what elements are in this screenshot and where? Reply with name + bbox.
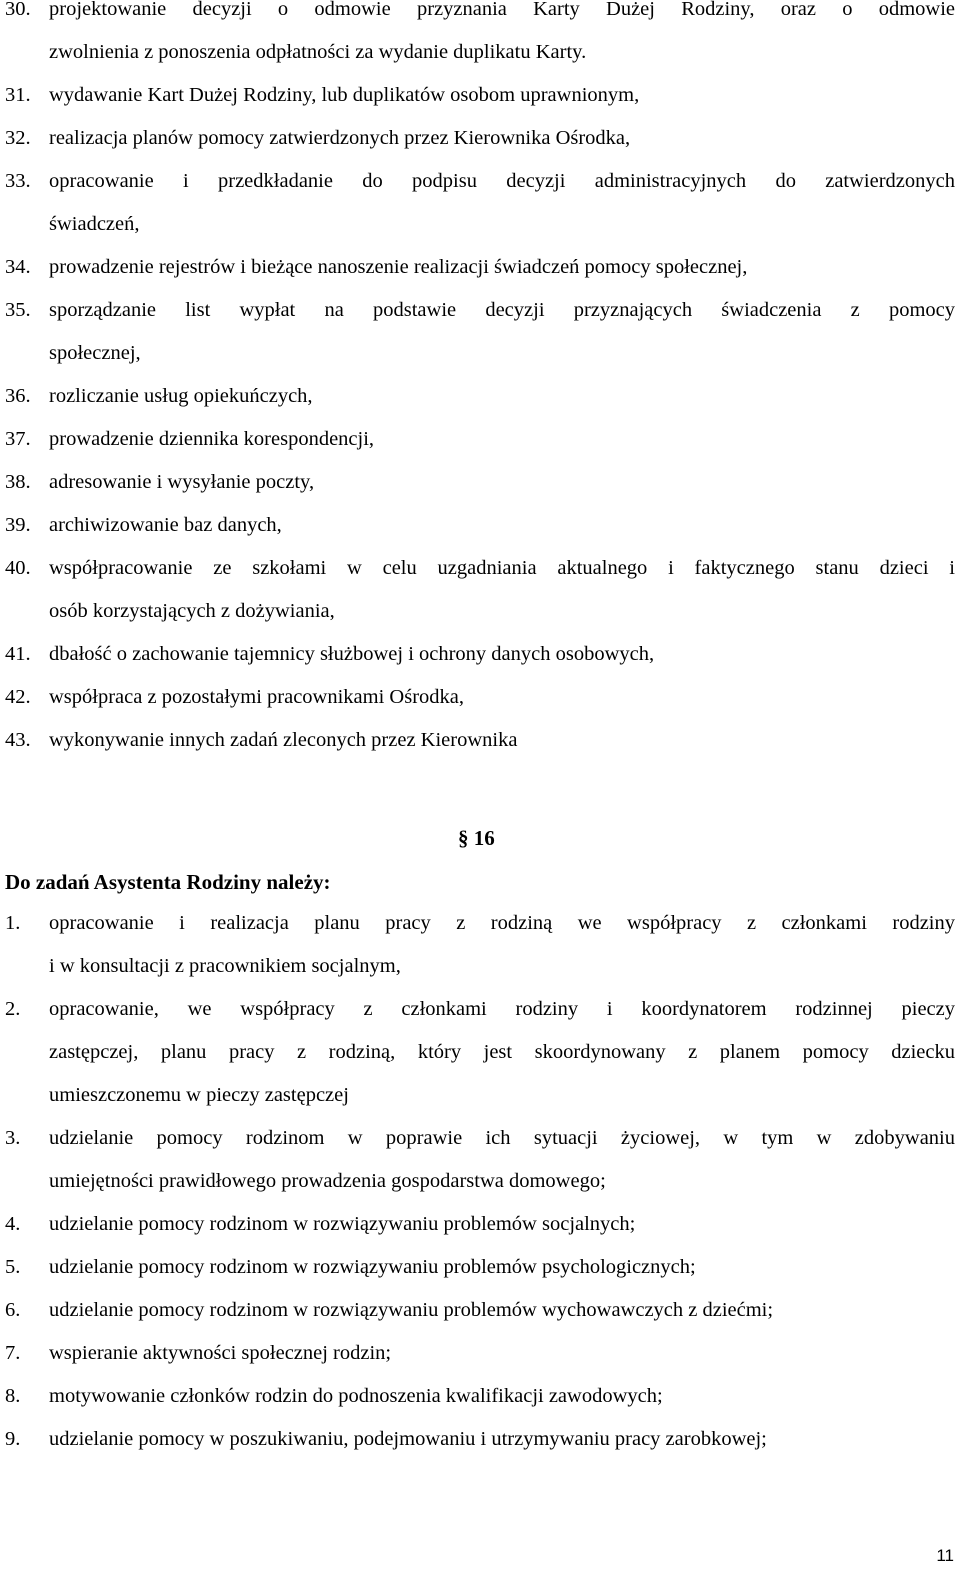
item-number: 33. xyxy=(5,170,31,192)
item-text: projektowanie decyzji o odmowie przyznania Karty Dużej Rodziny, oraz o odmowie zwolnienia z ponoszenia odpłatności za wydanie duplikatu Karty. xyxy=(49,0,955,63)
list-item xyxy=(5,902,955,988)
task-list-top xyxy=(0,0,960,762)
item-number: 43. xyxy=(5,729,31,751)
item-number: 42. xyxy=(5,686,31,708)
item-text: adresowanie i wysyłanie poczty, xyxy=(49,471,315,493)
list-item xyxy=(5,1332,955,1375)
list-item xyxy=(5,117,955,160)
list-item xyxy=(5,988,955,1117)
item-text: wspieranie aktywności społecznej rodzin; xyxy=(49,1342,392,1364)
item-text: prowadzenie rejestrów i bieżące nanoszenie realizacji świadczeń pomocy społecznej, xyxy=(49,256,748,278)
list-item xyxy=(5,1203,955,1246)
page-number: 11 xyxy=(936,1546,954,1565)
item-text: opracowanie i przedkładanie do podpisu decyzji administracyjnych do zatwierdzonych świadczeń, xyxy=(49,170,955,235)
list-item xyxy=(5,246,955,289)
item-number: 30. xyxy=(5,0,31,20)
item-text: opracowanie, we współpracy z członkami rodziny i koordynatorem rodzinnej pieczy zastępczej, planu pracy z rodziną, który jest skoordynowany z planem pomocy dziecku umieszczonemu w pieczy zastępczej xyxy=(49,998,955,1106)
list-item xyxy=(5,461,955,504)
section-number: § 16 xyxy=(458,826,495,850)
item-number: 4. xyxy=(5,1213,21,1235)
item-text: wykonywanie innych zadań zleconych przez Kierownika xyxy=(49,729,518,751)
list-item xyxy=(5,1289,955,1332)
item-text: dbałość o zachowanie tajemnicy służbowej i ochrony danych osobowych, xyxy=(49,643,655,665)
item-number: 9. xyxy=(5,1428,21,1450)
list-item xyxy=(5,1375,955,1418)
item-text: realizacja planów pomocy zatwierdzonych przez Kierownika Ośrodka, xyxy=(49,127,631,149)
item-text: udzielanie pomocy rodzinom w poprawie ich sytuacji życiowej, w tym w zdobywaniu umiejętności prawidłowego prowadzenia gospodarstwa domowego; xyxy=(49,1127,955,1192)
item-text: prowadzenie dziennika korespondencji, xyxy=(49,428,375,450)
item-text: sporządzanie list wypłat na podstawie decyzji przyznających świadczenia z pomocy społecznej, xyxy=(49,299,955,364)
item-number: 2. xyxy=(5,998,21,1020)
list-item xyxy=(5,160,955,246)
list-item xyxy=(5,1246,955,1289)
item-text: opracowanie i realizacja planu pracy z rodziną we współpracy z członkami rodziny i w konsultacji z pracownikiem socjalnym, xyxy=(49,912,955,977)
item-text: motywowanie członków rodzin do podnoszenia kwalifikacji zawodowych; xyxy=(49,1385,663,1407)
section-title: Do zadań Asystenta Rodziny należy: xyxy=(5,870,331,894)
list-item xyxy=(5,547,955,633)
item-text: współpraca z pozostałymi pracownikami Ośrodka, xyxy=(49,686,465,708)
item-text: udzielanie pomocy rodzinom w rozwiązywaniu problemów socjalnych; xyxy=(49,1213,636,1235)
item-text: udzielanie pomocy rodzinom w rozwiązywaniu problemów wychowawczych z dziećmi; xyxy=(49,1299,774,1321)
list-item xyxy=(5,1117,955,1203)
item-text: udzielanie pomocy rodzinom w rozwiązywaniu problemów psychologicznych; xyxy=(49,1256,696,1278)
item-number: 35. xyxy=(5,299,31,321)
item-text: archiwizowanie baz danych, xyxy=(49,514,282,536)
item-number: 32. xyxy=(5,127,31,149)
list-item xyxy=(5,375,955,418)
item-number: 7. xyxy=(5,1342,21,1364)
list-item xyxy=(5,1418,955,1461)
item-number: 36. xyxy=(5,385,31,407)
item-text: rozliczanie usług opiekuńczych, xyxy=(49,385,313,407)
item-number: 40. xyxy=(5,557,31,579)
list-item xyxy=(5,418,955,461)
item-number: 3. xyxy=(5,1127,21,1149)
item-text: wydawanie Kart Dużej Rodziny, lub duplikatów osobom uprawnionym, xyxy=(49,84,640,106)
item-number: 38. xyxy=(5,471,31,493)
item-text: udzielanie pomocy w poszukiwaniu, podejmowaniu i utrzymywaniu pracy zarobkowej; xyxy=(49,1428,767,1450)
item-number: 8. xyxy=(5,1385,21,1407)
item-number: 34. xyxy=(5,256,31,278)
item-number: 39. xyxy=(5,514,31,536)
list-item xyxy=(5,633,955,676)
item-number: 5. xyxy=(5,1256,21,1278)
list-item xyxy=(5,719,955,762)
item-number: 1. xyxy=(5,912,21,934)
item-number: 31. xyxy=(5,84,31,106)
item-number: 37. xyxy=(5,428,31,450)
task-list-bottom xyxy=(0,902,960,1461)
item-text: współpracowanie ze szkołami w celu uzgadniania aktualnego i faktycznego stanu dzieci i osób korzystających z dożywiania, xyxy=(49,557,955,622)
list-item xyxy=(5,289,955,375)
item-number: 41. xyxy=(5,643,31,665)
list-item xyxy=(5,676,955,719)
item-number: 6. xyxy=(5,1299,21,1321)
list-item xyxy=(5,0,955,74)
list-item xyxy=(5,74,955,117)
list-item xyxy=(5,504,955,547)
